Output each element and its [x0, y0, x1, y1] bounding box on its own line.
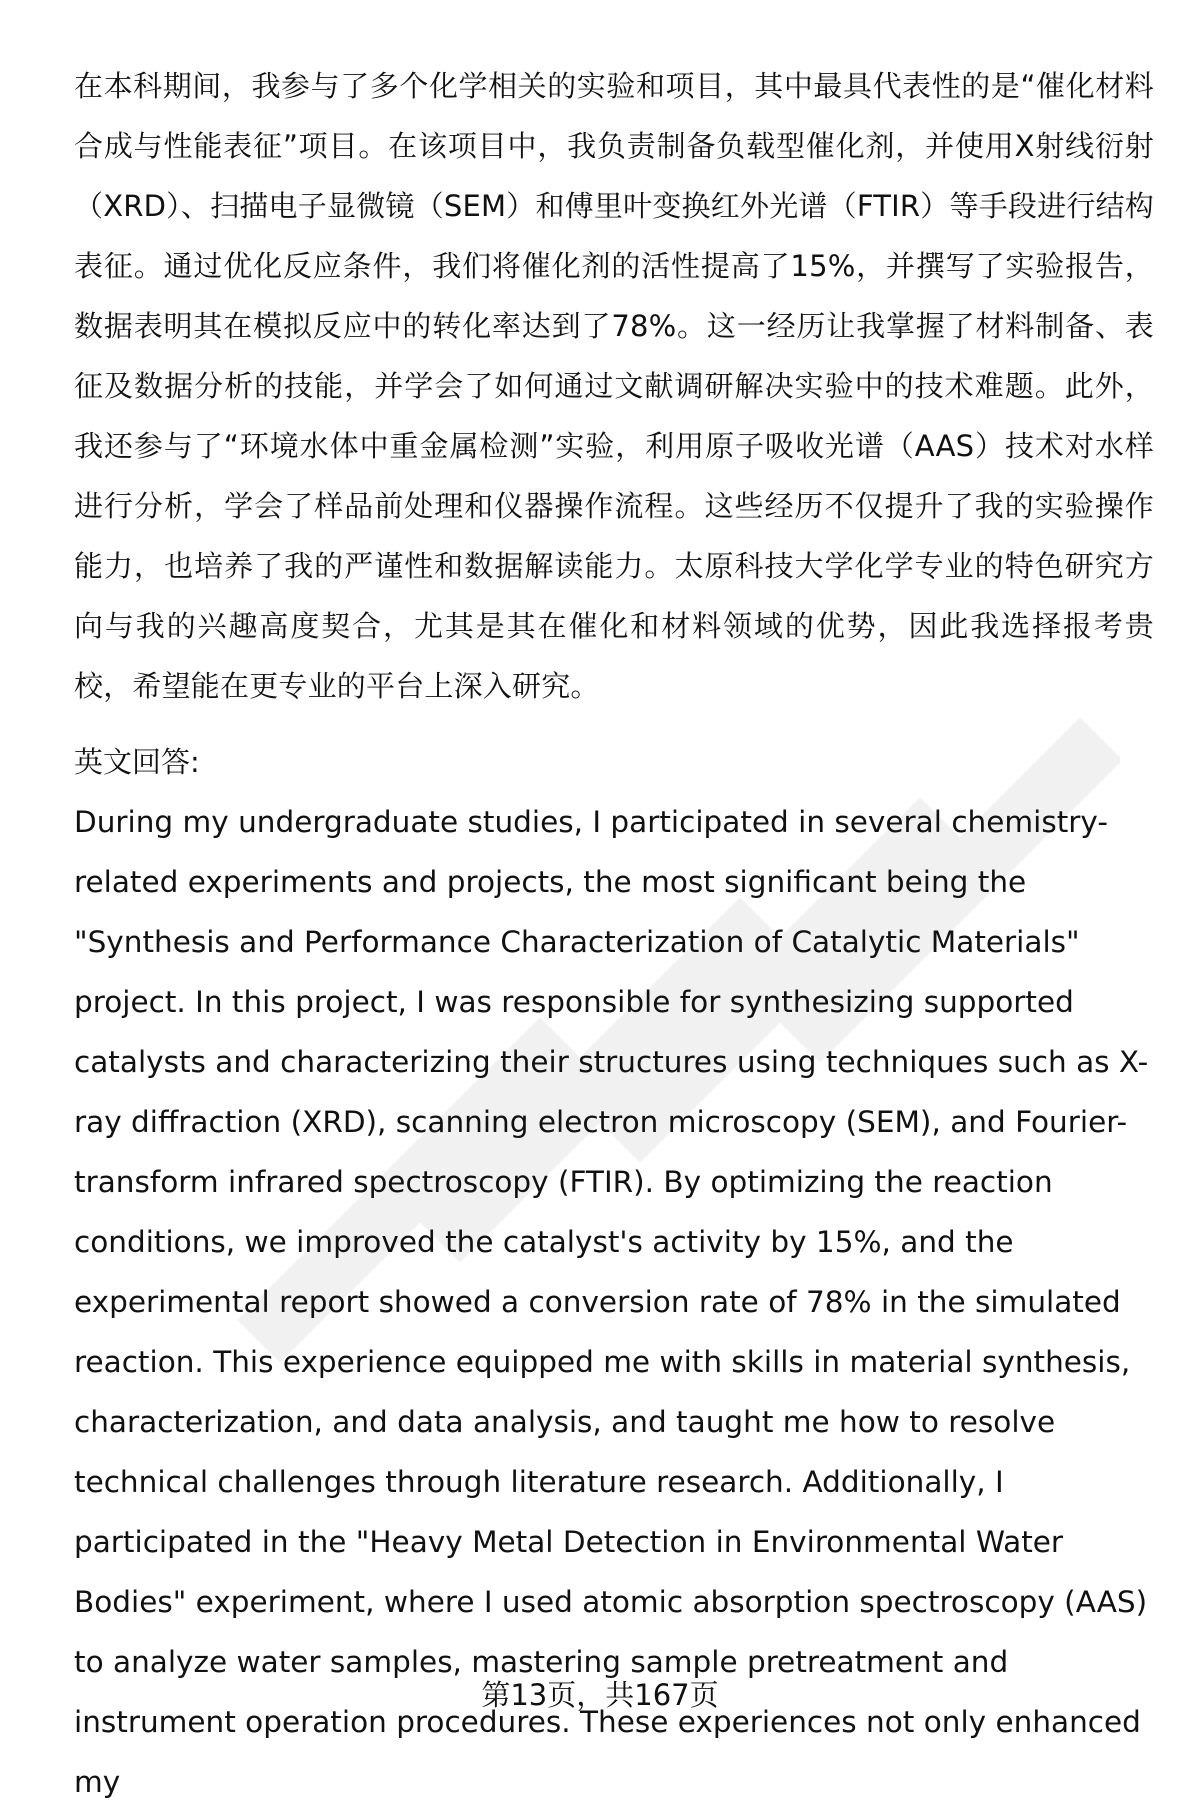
document-body	[74, 56, 1154, 1812]
page-number-footer: 第13页，共167页	[481, 1678, 719, 1712]
english-answer-paragraph: During my undergraduate studies, I participated in several chemistry-related experiments and projects, the most significant being the "Synthesis and Performance Characterization of Catalytic Materials" project. In this project, I was responsible for synthesizing supported catalysts and characterizing their structures using techniques such as X-ray diffraction (XRD), scanning electron microscopy (SEM), and Fourier-transform infrared spectroscopy (FTIR). By optimizing the reaction conditions, we improved the catalyst's activity by 15%, and the experimental report showed a conversion rate of 78% in the simulated reaction. This experience equipped me with skills in material synthesis, characterization, and data analysis, and taught me how to resolve technical challenges through literature research. Additionally, I participated in the "Heavy Metal Detection in Environmental Water Bodies" experiment, where I used atomic absorption spectroscopy (AAS) to analyze water samples, mastering sample pretreatment and instrument operation procedures. These experiences not only enhanced my	[74, 805, 1149, 1799]
chinese-answer-paragraph: 在本科期间，我参与了多个化学相关的实验和项目，其中最具代表性的是“催化材料合成与性能表征”项目。在该项目中，我负责制备负载型催化剂，并使用X射线衍射（XRD）、扫描电子显微镜（SEM）和傅里叶变换红外光谱（FTIR）等手段进行结构表征。通过优化反应条件，我们将催化剂的活性提高了15%，并撰写了实验报告，数据表明其在模拟反应中的转化率达到了78%。这一经历让我掌握了材料制备、表征及数据分析的技能，并学会了如何通过文献调研解决实验中的技术难题。此外，我还参与了“环境水体中重金属检测”实验，利用原子吸收光谱（AAS）技术对水样进行分析，学会了样品前处理和仪器操作流程。这些经历不仅提升了我的实验操作能力，也培养了我的严谨性和数据解读能力。太原科技大学化学专业的特色研究方向与我的兴趣高度契合，尤其是其在催化和材料领域的优势，因此我选择报考贵校，希望能在更专业的平台上深入研究。	[74, 69, 1154, 703]
english-answer-label: 英文回答:	[74, 745, 200, 779]
